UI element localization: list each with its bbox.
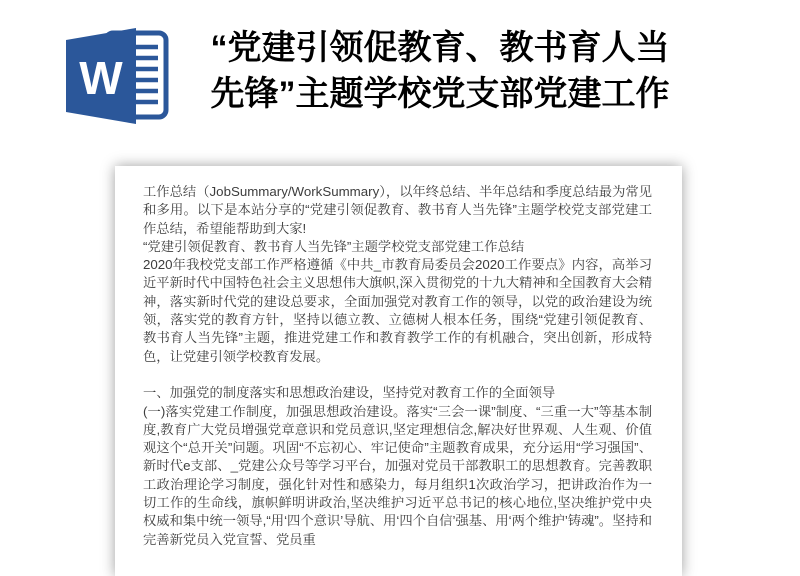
paragraph-section-1-1: (一)落实党建工作制度，加强思想政治建设。落实“三会一课”制度、“三重一大”等基本制度,教育广大党员增强党章意识和党员意识,坚定理想信念,解决好世界观、人生观、价值观这个“总开关”问题。巩固“不忘初心、牢记使命”主题教育成果，充分运用“学习强国”、新时代e支部、_党建公众号等学习平台，加强对党员干部教职工的思想教育。完善教职工政治理论学习制度，强化针对性和感染力，每月组织1次政治学习，把讲政治作为一切工作的生命线，旗帜鲜明讲政治,坚决维护习近平总书记的核心地位,坚决维护党中央权威和集中统一领导,“用‘四个意识’导航、用‘四个自信’强基、用‘两个维护’铸魂”。坚持和完善新党员入党宣誓、党员重 [143,403,652,547]
word-document-icon [62,24,172,128]
paragraph-intro: 工作总结（JobSummary/WorkSummary），以年终总结、半年总结和季度总结最为常见和多用。以下是本站分享的“党建引领促教育、教书育人当先锋”主题学校党支部党建工作总结，希望能帮助到大家! [143,184,652,236]
paragraph-overview: 2020年我校党支部工作严格遵循《中共_市教育局委员会2020工作要点》内容，高举习近平新时代中国特色社会主义思想伟大旗帜,深入贯彻党的十九大精神和全国教育大会精神，落实新时代党的建设总要求，全面加强党对教育工作的领导，以党的政治建设为统领，落实党的教育方针，坚持以德立教、立德树人根本任务，围绕“党建引领促教育、教书育人当先锋”主题，推进党建工作和教育教学工作的有机融合，突出创新，形成特色，让党建引领学校教育发展。 [143,257,652,364]
document-body [143,183,652,549]
word-icon [62,24,172,128]
word-cover-flap [66,28,136,124]
paragraph-section-1-heading: 一、加强党的制度落实和思想政治建设，坚持党对教育工作的全面领导 [143,385,556,401]
page-title-line-1: “党建引领促教育、教书育人当 [210,29,670,67]
word-w-letter: W [79,52,123,104]
paragraph-doc-title: “党建引领促教育、教书育人当先锋”主题学校党支部党建工作总结 [143,238,525,254]
document-card [115,166,682,576]
page-title [180,25,700,117]
paragraph-blank [143,366,652,384]
page-title-line-2: 先锋”主题学校党支部党建工作 [210,75,670,113]
